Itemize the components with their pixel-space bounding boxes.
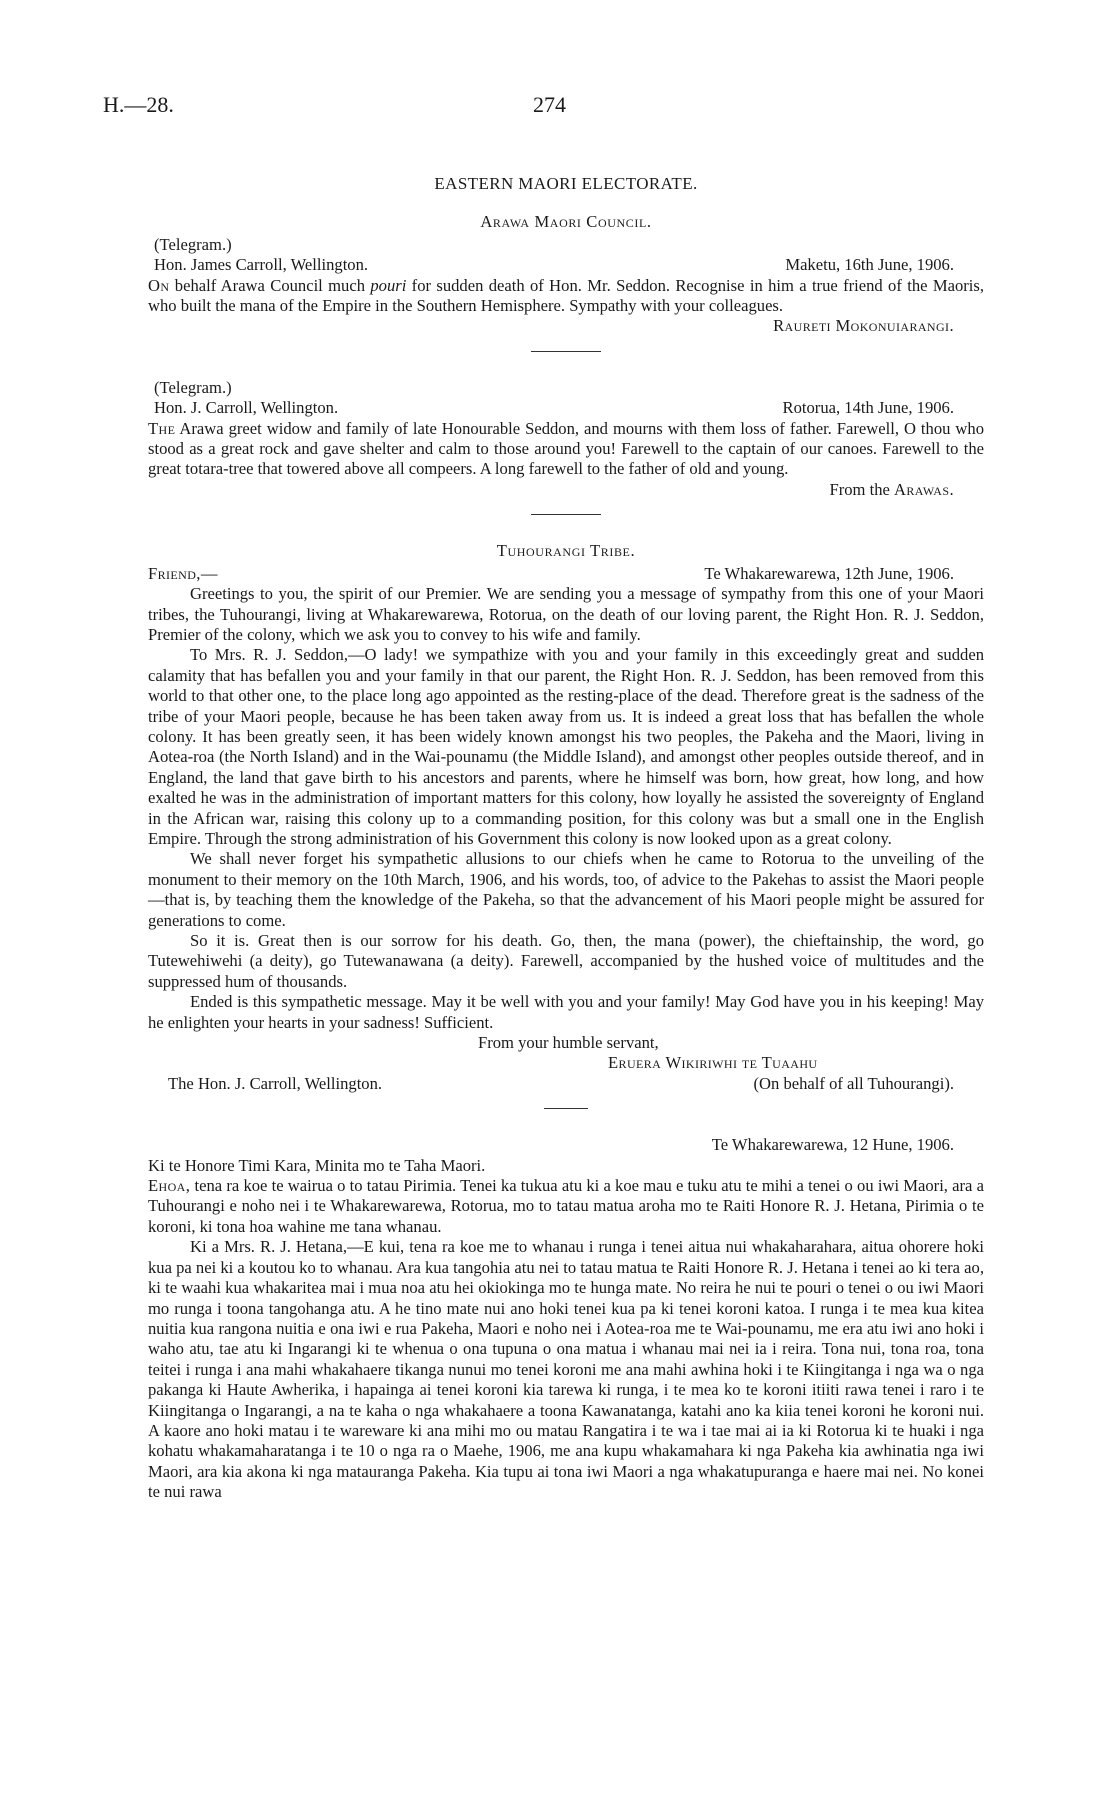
- letter-paragraph: Ki a Mrs. R. J. Hetana,—E kui, tena ra koe me to whanau i runga i tenei aitua nui whakaharahara, aitua ohorere hoki kua pa nei ki a koutou ko to whanau. Ara kua tangohia atu nei to tatau matua te Raiti Honore R. J. Hetana i tenei ao ki tera ao, ki te waahi kua whakaritea mai i mua noa atu hei okiokinga mo te hunga mate. No reira he nui te pouri o tenei o ou iwi Maori mo runga i toona tangohanga atu. A he tino mate nui ano hoki tenei kua pa ki tenei koroni katoa. I runga i te mea kua kitea nuitia kua rangona nuitia e ona iwi e rua Pakeha, Maori e noho nei i Aotea-roa me te Wai-pounamu, me era atu iwi ano hoki i waho atu, tae atu ki Ingarangi ki te whenua o ona tupuna o ona matua i whanau mai nei ia i reira. Tona nui, tona roa, tona teitei i runga i ana mahi whakahaere tikanga nunui mo tenei koroni me ana mahi awhina hoki i te Kiingitanga i nga wa o nga pakanga ki Haute Awherika, i hapainga ai tenei koroni kia tarewa ki runga, i te mea ko te koroni itiiti rawa tenei i raro i te Kiingitanga o Ingarangi, a na te kaha o nga whakahaere a toona Kawanatanga, katahi ano ka kiia tenei koroni he koroni nui. A kaore ano hoki matau i te wareware ki ana mihi mo ou matau Rangatira i te wa i tae mai ai ia ki Rotorua ki te huaki i nga kohatu whakamaharatanga i te 10 o nga ra o Maehe, 1906, me ana kupu whakamahara ki nga Pakeha kia awhinatia nga iwi Maori, ara kia akona ki nga matauranga Pakeha. Kia tupu ai tona iwi Maori a nga whakatupuranga e haere mai nei. No konei te nui rawa: [148, 1237, 984, 1502]
- lead-word: Ehoa,: [148, 1176, 191, 1196]
- signature: Raureti Mokonuiarangi.: [773, 316, 954, 336]
- place-date: Rotorua, 14th June, 1906.: [782, 398, 954, 418]
- tuhourangi-letter: [148, 541, 984, 1094]
- page-title: EASTERN MAORI ELECTORATE.: [434, 174, 698, 193]
- arawa-council-telegram: [148, 212, 984, 336]
- place-date: Maketu, 16th June, 1906.: [785, 255, 954, 275]
- telegram-label: (Telegram.): [154, 377, 232, 397]
- lead-word: On: [148, 275, 170, 295]
- addressee: Ki te Honore Timi Kara, Minita mo te Taha Maori.: [148, 1155, 486, 1175]
- section-divider: [531, 514, 601, 515]
- letter-paragraph: Greetings to you, the spirit of our Premier. We are sending you a message of sympathy from this one of your Maori tribes, the Tuhourangi, living at Whakarewarewa, Rotorua, on the death of our loving parent, the Right Hon. R. J. Seddon, Premier of the colony, which we ask you to convey to his wife and family.: [148, 584, 984, 644]
- page-number: 274: [533, 92, 566, 117]
- lead-word: The: [148, 418, 176, 438]
- address-line: [148, 398, 984, 418]
- letter-paragraph: We shall never forget his sympathetic allusions to our chiefs when he came to Rotorua to the unveiling of the monument to their memory on the 10th March, 1906, and his words, too, of advice to the Pakehas to assist the Maori people—that is, by teaching them the knowledge of the Pakeha, so that the advancement of his Maori people might be assured for generations to come.: [148, 849, 984, 930]
- on-behalf: (On behalf of all Tuhourangi).: [753, 1073, 954, 1093]
- recipient: Hon. James Carroll, Wellington.: [154, 255, 369, 275]
- closing: From your humble servant,: [478, 1033, 659, 1053]
- letter-paragraph: Ehoa, tena ra koe te wairua o to tatau Pirimia. Tenei ka tukua atu ki a koe mau e tuku atu te mihi a tenei o ou iwi Maori, ara a Tuhourangi e noho nei i te Whakarewarewa, Rotorua, mo to tatau matua aroha mo te Raiti Honore R. J. Hetana, Pirimia o te koroni, ki tona hoa wahine me tana whanau.: [148, 1176, 984, 1236]
- section-divider: [531, 351, 601, 352]
- telegram-body: On behalf Arawa Council much pouri for sudden death of Hon. Mr. Seddon. Recognise in him a true friend of the Maoris, who built the mana of the Empire in the Southern Hemisphere. Sympathy with your colleagues.: [148, 275, 984, 316]
- signature: From the Arawas.: [829, 479, 954, 499]
- salutation-line: [148, 564, 984, 584]
- section-heading: Arawa Maori Council.: [480, 212, 652, 232]
- telegram-label: (Telegram.): [154, 234, 232, 254]
- maori-letter: [148, 1135, 984, 1502]
- addressee-line: [148, 1074, 984, 1094]
- letter-paragraph: To Mrs. R. J. Seddon,—O lady! we sympathize with you and your family in this exceedingly great and sudden calamity that has befallen you and your family in that our parent, the Right Hon. R. J. Seddon, has been removed from this world to that other one, to the place long ago appointed as the resting-place of the dead. Therefore great is the sadness of the tribe of your Maori people, because he has been taken away from us. It is indeed a great loss that has befallen the whole colony. It has been greatly seen, it has been widely known amongst his two peoples, the Pakeha and the Maori, living in Aotea-roa (the North Island) and in the Wai-pounamu (the Middle Island), and amongst other peoples outside thereof, and in England, the land that gave birth to his ancestors and parents, where he himself was born, how great, how long, and how exalted he was in the administration of important matters for this colony, how loyally he assisted the sovereignty of England in the African war, raising this colony up to a commanding position, for this colony was but a small one in the English Empire. Through the strong administration of his Government this colony is now looked upon as a great colony.: [148, 645, 984, 848]
- telegram-body: The Arawa greet widow and family of late Honourable Seddon, and mourns with them loss of father. Farewell, O thou who stood as a great rock and gave shelter and calm to those around you! Farewell to the captain of our canoes. Farewell to the great totara-tree that towered above all compeers. A long farewell to the father of old and young.: [148, 418, 984, 479]
- document-body: [148, 174, 984, 1503]
- arawas-telegram: [148, 378, 984, 500]
- recipient: Hon. J. Carroll, Wellington.: [154, 398, 339, 418]
- signer: Eruera Wikiriwhi te Tuaahu: [608, 1053, 818, 1073]
- section-heading: Tuhourangi Tribe.: [496, 541, 636, 561]
- place-date: Te Whakarewarewa, 12 Hune, 1906.: [711, 1135, 954, 1155]
- section-divider: [544, 1108, 588, 1109]
- italic-word: pouri: [370, 275, 407, 295]
- place-date: Te Whakarewarewa, 12th June, 1906.: [704, 563, 954, 583]
- salutation: Friend,—: [148, 563, 218, 583]
- document-reference: H.—28.: [103, 92, 174, 117]
- address-line: [148, 255, 984, 275]
- addressee: The Hon. J. Carroll, Wellington.: [168, 1073, 383, 1093]
- letter-paragraph: So it is. Great then is our sorrow for his death. Go, then, the mana (power), the chieftainship, the word, go Tutewehiwehi (a deity), go Tutewanawana (a deity). Farewell, accompanied by the hushed voice of multitudes and the suppressed hum of thousands.: [148, 931, 984, 991]
- letter-paragraph: Ended is this sympathetic message. May it be well with you and your family! May God have you in his keeping! May he enlighten your hearts in your sadness! Sufficient.: [148, 992, 984, 1032]
